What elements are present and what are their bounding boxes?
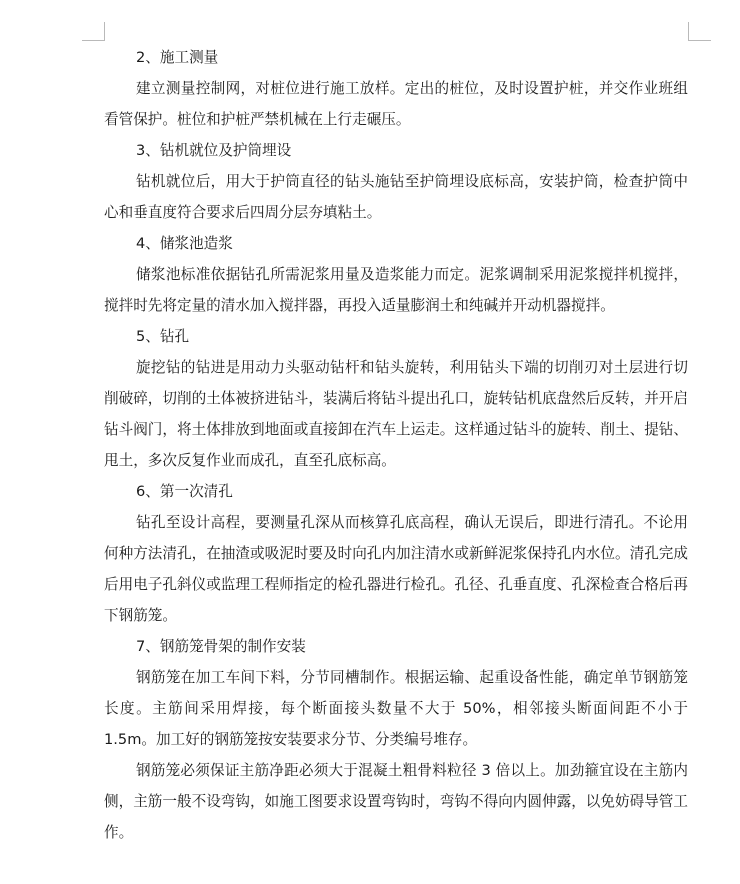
top-right-margin-mark: [688, 22, 711, 41]
section-paragraph: 建立测量控制网，对桩位进行施工放样。定出的桩位，及时设置护桩，并交作业班组看管保护。桩位和护桩严禁机械在上行走碾压。: [104, 80, 688, 128]
section-paragraph: 旋挖钻的钻进是用动力头驱动钻杆和钻头旋转，利用钻头下端的切削刃对土层进行切削破碎，切削的土体被挤进钻斗，装满后将钻斗提出孔口，旋转钻机底盘然后反转，并开启钻斗阀门，将土体排放到地面或直接卸在汽车上运走。这样通过钻斗的旋转、削土、提钻、甩土，多次反复作业而成孔，直至孔底标高。: [104, 359, 688, 469]
section-survey: [104, 42, 688, 135]
section-heading: 3、钻机就位及护筒埋设: [136, 142, 292, 159]
section-heading: 7、钢筋笼骨架的制作安装: [136, 638, 306, 655]
section-rig-positioning: [104, 135, 688, 228]
section-paragraph: 钻机就位后，用大于护筒直径的钻头施钻至护筒埋设底标高，安装护筒，检查护筒中心和垂直度符合要求后四周分层夯填粘土。: [104, 173, 688, 221]
section-heading: 6、第一次清孔: [136, 483, 233, 500]
section-drilling: [104, 321, 688, 476]
section-slurry-pool: [104, 228, 688, 321]
document-body[interactable]: [104, 42, 688, 848]
section-paragraph: 储浆池标准依据钻孔所需泥浆用量及造浆能力而定。泥浆调制采用泥浆搅拌机搅拌，搅拌时先将定量的清水加入搅拌器，再投入适量膨润土和纯碱并开动机器搅拌。: [104, 266, 688, 314]
section-rebar-cage: [104, 631, 688, 848]
section-first-cleaning: [104, 476, 688, 631]
section-heading: 5、钻孔: [136, 328, 190, 345]
section-heading: 4、储浆池造浆: [136, 235, 233, 252]
top-left-margin-mark: [82, 22, 105, 41]
section-paragraph: 钻孔至设计高程，要测量孔深从而核算孔底高程，确认无误后，即进行清孔。不论用何种方法清孔，在抽渣或吸泥时要及时向孔内加注清水或新鲜泥浆保持孔内水位。清孔完成后用电子孔斜仪或监理工程师指定的检孔器进行检孔。孔径、孔垂直度、孔深检查合格后再下钢筋笼。: [104, 514, 688, 624]
section-paragraph: 钢筋笼必须保证主筋净距必须大于混凝土粗骨料粒径 3 倍以上。加劲箍宜设在主筋内侧，主筋一般不设弯钩，如施工图要求设置弯钩时，弯钩不得向内圆伸露，以免妨碍导管工作。: [104, 762, 688, 841]
section-heading: 2、施工测量: [136, 49, 219, 66]
section-paragraph: 钢筋笼在加工车间下料，分节同槽制作。根据运输、起重设备性能，确定单节钢筋笼长度。主筋间采用焊接，每个断面接头数量不大于 50%，相邻接头断面间距不小于 1.5m。加工好的钢筋笼按安装要求分节、分类编号堆存。: [104, 669, 688, 748]
